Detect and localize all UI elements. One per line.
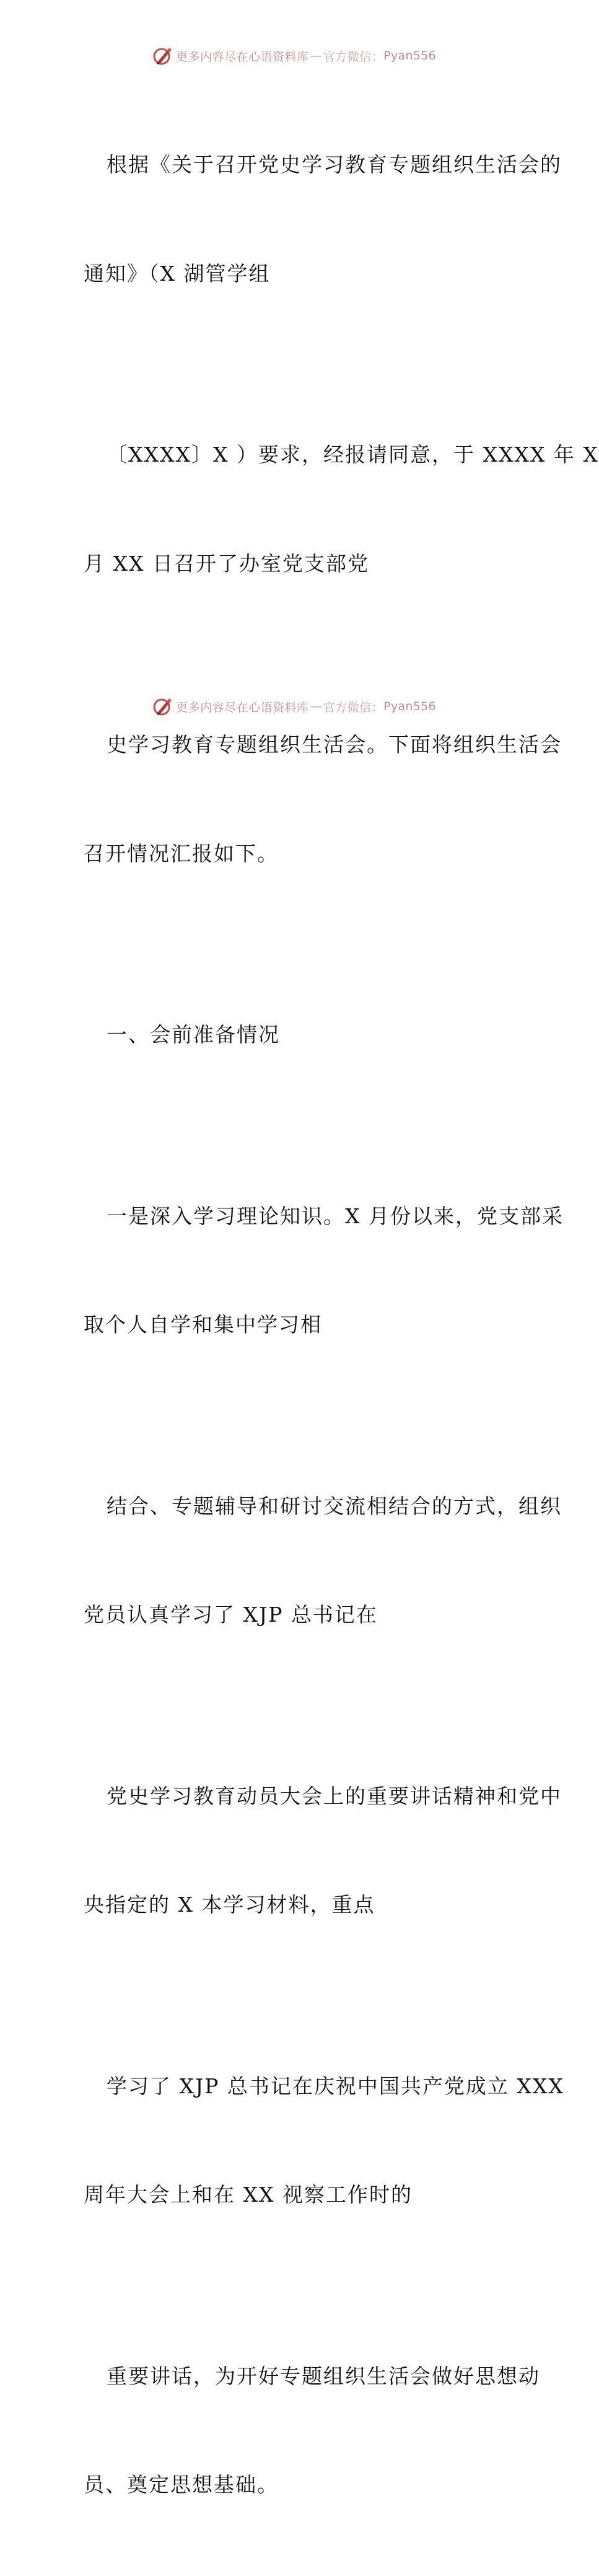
paragraph	[61, 1126, 564, 1416]
paragraph-line: 取个人自学和集中学习相	[84, 1312, 322, 1337]
paragraph-line: 党史学习教育动员大会上的重要讲话精神和党中	[107, 1783, 562, 1808]
footer-watermark	[0, 695, 588, 718]
watermark-wechat-id: Pyan556	[383, 49, 436, 63]
paragraph-line: 一、会前准备情况	[107, 1022, 280, 1047]
paragraph-line: 员、奠定思想基础。	[84, 2473, 279, 2497]
paragraph-line: 一是深入学习理论知识。X 月份以来，党支部采	[107, 1203, 564, 1228]
paragraph	[61, 1416, 562, 1706]
paragraph-line: 月 XX 日召开了办室党支部党	[84, 551, 369, 576]
watermark-wechat-id: Pyan556	[383, 700, 436, 713]
paragraph-line: 史学习教育专题组织生活会。下面将组织生活会	[107, 732, 562, 757]
paragraph-line: 重要讲话，为开好专题组织生活会做好思想动	[107, 2363, 540, 2388]
pen-logo-icon	[152, 45, 173, 66]
paragraph-line: 根据《关于召开党史学习教育专题组织生活会的	[107, 152, 562, 177]
watermark-main-text: 更多内容尽在心语资料库	[176, 50, 309, 64]
watermark-separator: —	[310, 49, 322, 63]
paragraph-line: 召开情况汇报如下。	[84, 841, 279, 866]
paragraph	[61, 74, 562, 364]
paragraph	[61, 364, 599, 654]
paragraph	[61, 1996, 564, 2286]
section-heading	[61, 944, 531, 1126]
paragraph-line: 央指定的 X 本学习材料，重点	[84, 1892, 375, 1917]
watermark-official-label: 官方微信：	[323, 700, 384, 714]
document-body	[61, 74, 599, 2576]
watermark-main-text: 更多内容尽在心语资料库	[176, 700, 309, 714]
paragraph-line: 结合、专题辅导和研讨交流相结合的方式，组织	[107, 1493, 562, 1518]
paragraph	[61, 2286, 540, 2576]
header-watermark	[0, 45, 588, 67]
paragraph-line: 周年大会上和在 XX 视察工作时的	[84, 2183, 413, 2207]
paragraph	[61, 1706, 562, 1996]
pen-logo-icon	[152, 696, 173, 717]
watermark-official-label: 官方微信：	[323, 50, 384, 64]
paragraph-line: 通知》（X 湖管学组	[84, 261, 271, 286]
paragraph-line: 党员认真学习了 XJP 总书记在	[84, 1602, 378, 1627]
paragraph-line: 学习了 XJP 总书记在庆祝中国共产党成立 XXX	[107, 2073, 564, 2098]
watermark-separator: —	[310, 700, 322, 713]
paragraph-line: 〔XXXX〕X ）要求，经报请同意，于 XXXX 年 X	[107, 442, 599, 467]
